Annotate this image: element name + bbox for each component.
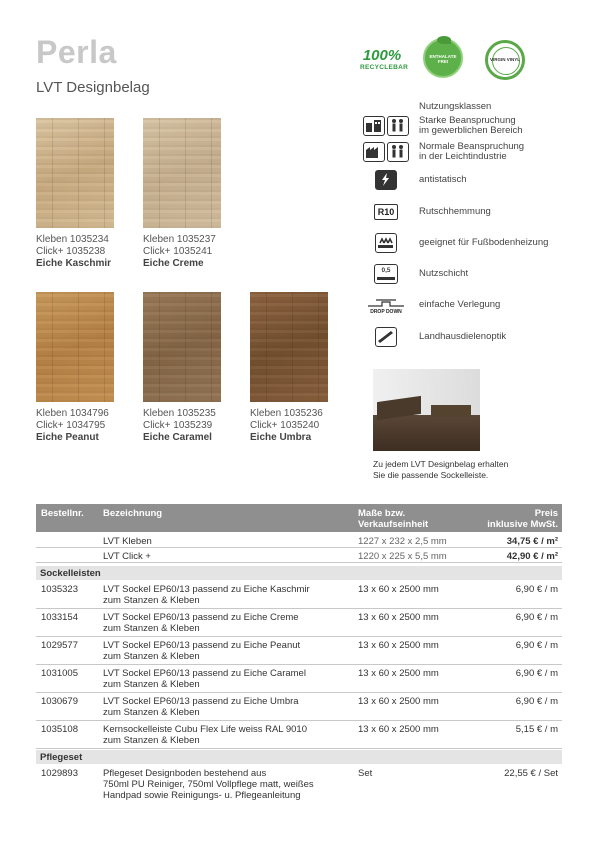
click-number: Click+ 1035241 (143, 246, 213, 257)
swatch-caption (143, 234, 216, 270)
feature-label: Normale Beanspruchung in der Leichtindustrie (419, 141, 525, 162)
swatch-name: Eiche Umbra (250, 432, 312, 443)
col-size: Maße bzw. Verkaufseinheit (358, 508, 429, 530)
page-subtitle: LVT Designbelag (36, 79, 150, 96)
people-icon (387, 142, 409, 162)
table-row: 1035323 LVT Sockel EP60/13 passend zu Eiche Kaschmir zum Stanzen & Kleben 13 x 60 x 2500 mm 6,90 € / m (36, 581, 562, 609)
phthalate-free-text: ENTHALATE FREI (429, 54, 457, 64)
kleben-number: Kleben 1035236 (250, 408, 323, 419)
feature-label: einfache Verlegung (419, 299, 501, 310)
swatch-name: Eiche Creme (143, 258, 204, 269)
kleben-number: Kleben 1035234 (36, 234, 109, 245)
feature-item (362, 293, 501, 317)
feature-label: Starke Beanspruchung im gewerblichen Bereich (419, 115, 523, 136)
table-row: 1029577 LVT Sockel EP60/13 passend zu Eiche Peanut zum Stanzen & Kleben 13 x 60 x 2500 mm 6,90 € / m (36, 637, 562, 665)
click-number: Click+ 1035240 (250, 420, 320, 431)
section-care-set: Pflegeset (36, 750, 562, 764)
swatch-caption (36, 408, 109, 444)
swatch-caption (250, 408, 323, 444)
col-price: Preis inklusive MwSt. (487, 508, 558, 530)
swatch-eiche-kaschmir (36, 118, 114, 228)
col-order-number: Bestellnr. (41, 508, 84, 519)
kleben-number: Kleben 1034796 (36, 408, 109, 419)
feature-item (362, 168, 467, 192)
commercial-use-icon (363, 116, 385, 136)
feature-item (362, 325, 507, 349)
feature-item (362, 114, 523, 138)
swatch-caption (143, 408, 216, 444)
table-row: LVT Kleben 1227 x 232 x 2,5 mm 34,75 € / m² (36, 533, 562, 548)
phthalate-free-badge (423, 38, 463, 78)
feature-label: Landhausdielenoptik (419, 331, 507, 342)
swatch-eiche-peanut (36, 292, 114, 402)
col-description: Bezeichnung (103, 508, 163, 519)
feature-item (362, 262, 469, 286)
click-number: Click+ 1035238 (36, 246, 106, 257)
skirting-board-image (373, 369, 480, 451)
drop-down-icon: DROP DOWN (362, 296, 410, 315)
table-header (36, 504, 562, 532)
feature-label: Rutschhemmung (419, 206, 491, 217)
swatch-name: Eiche Caramel (143, 432, 212, 443)
usage-classes-heading: Nutzungsklassen (419, 101, 492, 112)
table-row: 1030679 LVT Sockel EP60/13 passend zu Eiche Umbra zum Stanzen & Kleben 13 x 60 x 2500 mm 6,90 € / m (36, 693, 562, 721)
swatch-eiche-caramel (143, 292, 221, 402)
virgin-vinyl-badge (485, 40, 525, 80)
feature-item (362, 200, 491, 224)
click-number: Click+ 1035239 (143, 420, 213, 431)
table-row: 1033154 LVT Sockel EP60/13 passend zu Eiche Creme zum Stanzen & Kleben 13 x 60 x 2500 mm 6,90 € / m (36, 609, 562, 637)
slip-resistance-icon: R10 (374, 204, 399, 220)
feature-label: geeignet für Fußbodenheizung (419, 237, 549, 248)
section-skirting: Sockelleisten (36, 566, 562, 580)
feature-item (362, 231, 549, 255)
feature-item (362, 140, 525, 164)
skirting-note: Zu jedem LVT Designbelag erhalten Sie die passende Sockelleiste. (373, 459, 509, 480)
swatch-name: Eiche Peanut (36, 432, 99, 443)
table-row: 1031005 LVT Sockel EP60/13 passend zu Eiche Caramel zum Stanzen & Kleben 13 x 60 x 2500 mm 6,90 € / m (36, 665, 562, 693)
wear-layer-icon: 0,5 (374, 264, 398, 284)
table-row: 1035108 Kernsockelleiste Cubu Flex Life weiss RAL 9010 zum Stanzen & Kleben 13 x 60 x 2500 mm 5,15 € / m (36, 721, 562, 749)
recyclable-badge (360, 47, 409, 72)
table-row: LVT Click + 1220 x 225 x 5,5 mm 42,90 € / m² (36, 548, 562, 563)
floor-heating-icon (375, 233, 397, 253)
leaf-icon (437, 36, 451, 44)
swatch-name: Eiche Kaschmir (36, 258, 112, 269)
table-row: 1029893 Pflegeset Designboden bestehend aus 750ml PU Reiniger, 750ml Vollpflege matt, weißes Handpad sowie Reinigungs- u. Pflegeanleitung Set 22,55 € / Set (41, 768, 558, 801)
light-industry-icon (363, 142, 385, 162)
click-number: Click+ 1034795 (36, 420, 106, 431)
page-title: Perla (36, 34, 117, 70)
swatch-eiche-umbra (250, 292, 328, 402)
kleben-number: Kleben 1035235 (143, 408, 216, 419)
feature-label: antistatisch (419, 174, 467, 185)
kleben-number: Kleben 1035237 (143, 234, 216, 245)
virgin-vinyl-text: VIRGIN VINYL (489, 57, 520, 62)
swatch-caption (36, 234, 111, 270)
recyclable-percent: 100% (362, 47, 402, 64)
antistatic-icon (375, 170, 397, 190)
feature-label: Nutzschicht (419, 268, 469, 279)
swatch-eiche-creme (143, 118, 221, 228)
recyclable-text: RECYCLEBAR (360, 64, 409, 71)
plank-icon (375, 327, 397, 347)
people-icon (387, 116, 409, 136)
